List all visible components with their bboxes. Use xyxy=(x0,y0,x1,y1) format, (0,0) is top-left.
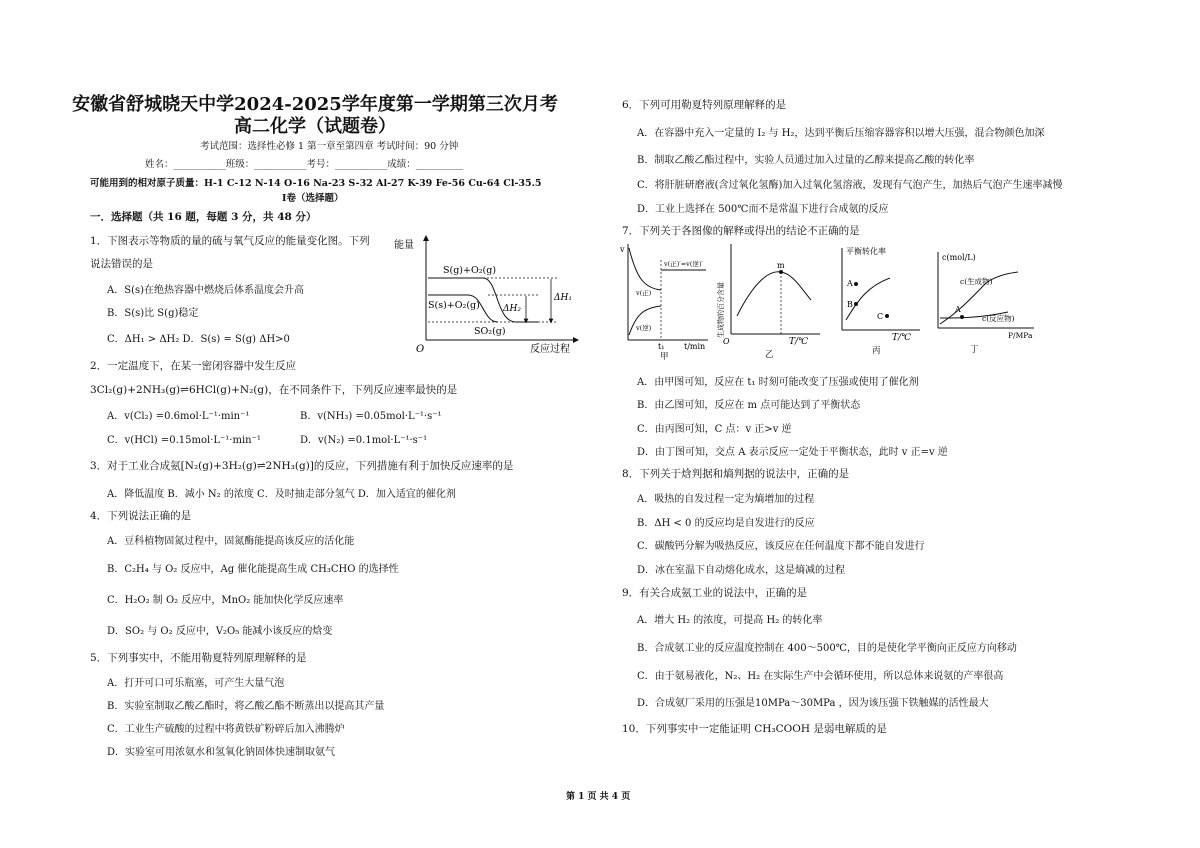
jia-tmin: t/min xyxy=(684,342,706,351)
bing-caption: 丙 xyxy=(872,346,881,356)
page-number: 第 1 页 共 4 页 xyxy=(566,792,631,802)
yi-origin: O xyxy=(723,337,730,346)
level-top: S(g)+O₂(g) xyxy=(443,265,497,276)
q7-stem: 7．下列关于各图像的解释或得出的结论不正确的是 xyxy=(622,225,860,237)
jia-caption: 甲 xyxy=(660,352,669,360)
q6-stem: 6．下列可用勒夏特列原理解释的是 xyxy=(622,99,787,111)
yi-ylabel: 生成物的百分含量 xyxy=(717,282,725,338)
q5-option-a: A．打开可口可乐瓶塞，可产生大量气泡 xyxy=(107,678,285,689)
yi-caption: 乙 xyxy=(765,350,774,360)
bing-x: T/℃ xyxy=(892,333,912,343)
q2-option-c: C．v(HCl) =0.15mol·L⁻¹·min⁻¹ xyxy=(107,435,261,446)
q3-options: A．降低温度 B．减小 N₂ 的浓度 C．及时抽走部分氢气 D．加入适宜的催化剂 xyxy=(107,489,456,500)
q8-option-d: D．冰在室温下自动熔化成水，这是熵减的过程 xyxy=(637,565,846,576)
q9-option-b: B．合成氨工业的反应温度控制在 400～500℃，目的是使化学平衡向正反应方向移动 xyxy=(637,643,1017,654)
q6-option-b: B．制取乙酸乙酯过程中，实验人员通过加入过量的乙醇来提高乙酸的转化率 xyxy=(637,155,975,166)
bing-c: C xyxy=(877,312,884,321)
q1-stem: 1．下图表示等物质的量的硫与氧气反应的能量变化图。下列 xyxy=(90,235,370,247)
jia-vneg: v(逆) xyxy=(636,324,652,332)
graph-ding xyxy=(930,248,1040,358)
q2-option-a: A．v(Cl₂) =0.6mol·L⁻¹·min⁻¹ xyxy=(107,411,250,422)
energy-diagram xyxy=(388,232,583,354)
q6-option-c: C．将肝脏研磨液(含过氧化氢酶)加入过氧化氢溶液，发现有气泡产生，加热后气泡产生速率减慢 xyxy=(637,180,1063,191)
q5-option-c: C．工业生产硫酸的过程中将黄铁矿粉碎后加入沸腾炉 xyxy=(107,724,345,735)
q8-option-b: B．ΔH < 0 的反应均是自发进行的反应 xyxy=(637,518,815,529)
exam-title: 安徽省舒城晓天中学2024-2025学年度第一学期第三次月考 xyxy=(72,94,558,115)
level-mid: S(s)+O₂(g) xyxy=(428,300,480,311)
energy-origin: O xyxy=(416,344,425,354)
section-title: 一．选择题（共 16 题，每题 3 分，共 48 分） xyxy=(90,211,317,223)
q1-option-cd: C．ΔH₁ > ΔH₂ D．S(s) = S(g) ΔH>0 xyxy=(107,334,290,345)
ding-ylabel: c(mol/L) xyxy=(942,253,976,262)
q5-option-d: D．实验室可用浓氨水和氢氧化钠固体快速制取氨气 xyxy=(107,747,336,758)
jia-t1: t₁ xyxy=(658,342,665,351)
exam-info: 考试范围：选择性必修 1 第一章至第四章 考试时间：90 分钟 xyxy=(200,141,459,152)
q7-option-b: B．由乙图可知，反应在 m 点可能达到了平衡状态 xyxy=(637,400,861,411)
q8-stem: 8．下列关于焓判据和熵判据的说法中，正确的是 xyxy=(622,468,850,480)
bing-a: A xyxy=(847,279,853,288)
q9-option-a: A．增大 H₂ 的浓度，可提高 H₂ 的转化率 xyxy=(637,615,823,626)
jia-v: v xyxy=(620,245,625,254)
q8-option-a: A．吸热的自发过程一定为熵增加的过程 xyxy=(637,494,815,505)
graph-jia xyxy=(618,240,713,360)
q5-stem: 5．下列事实中，不能用勒夏特列原理解释的是 xyxy=(90,652,307,664)
q6-option-d: D．工业上选择在 500℃而不是常温下进行合成氨的反应 xyxy=(637,204,889,215)
level-bottom: SO₂(g) xyxy=(474,326,506,337)
q2-option-d: D．v(N₂) =0.1mol·L⁻¹·s⁻¹ xyxy=(300,435,428,446)
ding-a: A xyxy=(955,305,961,314)
q8-option-c: C．碳酸钙分解为吸热反应，该反应在任何温度下都不能自发进行 xyxy=(637,541,925,552)
graph-yi xyxy=(715,240,825,360)
q1-stem-cont: 说法错误的是 xyxy=(90,258,153,270)
dh1-label: ΔH₁ xyxy=(554,293,572,303)
student-fields: 姓名：___________班级：___________考号：___________成绩：__________ xyxy=(145,159,464,170)
q3-stem: 3．对于工业合成氨[N₂(g)+3H₂(g)⇌2NH₃(g)]的反应，下列措施有利于加快反应速率的是 xyxy=(90,460,514,472)
energy-ylabel: 能量 xyxy=(394,240,414,251)
q2-option-b: B．v(NH₃) =0.05mol·L⁻¹·s⁻¹ xyxy=(300,411,442,422)
q1-option-a: A．S(s)在绝热容器中燃烧后体系温度会升高 xyxy=(107,285,305,296)
ding-prod: c(生成物) xyxy=(960,277,993,286)
bing-b: B xyxy=(847,300,853,309)
graph-bing xyxy=(832,244,924,358)
q7-option-a: A．由甲图可知，反应在 t₁ 时刻可能改变了压强或使用了催化剂 xyxy=(637,377,919,388)
q9-option-c: C．由于氨易液化，N₂、H₂ 在实际生产中会循环使用，所以总体来说氨的产率很高 xyxy=(637,671,1004,682)
q5-option-b: B．实验室制取乙酸乙酯时，将乙酸乙酯不断蒸出以提高其产量 xyxy=(107,701,385,712)
volume-title: Ⅰ卷（选择题） xyxy=(282,193,344,204)
q7-option-d: D．由丁图可知，交点 A 表示反应一定处于平衡状态，此时 v 正=v 逆 xyxy=(637,447,948,458)
ding-x: P/MPa xyxy=(1008,331,1033,340)
dh2-label: ΔH₂ xyxy=(503,304,521,314)
jia-eq: v(正)′=v(逆)′ xyxy=(664,260,703,268)
atomic-masses: 可能用到的相对原子质量：H-1 C-12 N-14 O-16 Na-23 S-32 Al-27 K-39 Fe-56 Cu-64 Cl-35.5 xyxy=(90,178,542,189)
ding-react: c(反应物) xyxy=(982,314,1015,323)
q10-stem: 10．下列事实中一定能证明 CH₃COOH 是弱电解质的是 xyxy=(622,723,887,735)
q2-stem: 2．一定温度下，在某一密闭容器中发生反应 xyxy=(90,360,297,372)
q4-option-c: C．H₂O₂ 制 O₂ 反应中，MnO₂ 能加快化学反应速率 xyxy=(107,595,344,606)
q4-stem: 4．下列说法正确的是 xyxy=(90,510,192,522)
ding-caption: 丁 xyxy=(970,345,979,355)
q6-option-a: A．在容器中充入一定量的 I₂ 与 H₂，达到平衡后压缩容器容积以增大压强，混合物颜色加深 xyxy=(637,128,1045,139)
q2-reaction: 3Cl₂(g)+2NH₃(g)⇌6HCl(g)+N₂(g)，在不同条件下，下列反应速率最快的是 xyxy=(90,384,458,396)
energy-xlabel: 反应过程 xyxy=(530,344,570,354)
yi-m: m xyxy=(777,261,785,270)
bing-ylabel: 平衡转化率 xyxy=(846,247,886,256)
q9-stem: 9．有关合成氨工业的说法中，正确的是 xyxy=(622,587,808,599)
q4-option-b: B．C₂H₄ 与 O₂ 反应中，Ag 催化能提高生成 CH₃CHO 的选择性 xyxy=(107,564,399,575)
yi-x: T/℃ xyxy=(789,337,809,347)
q9-option-d: D．合成氨厂采用的压强是10MPa～30MPa ，因为该压强下铁触媒的活性最大 xyxy=(637,698,989,709)
jia-vpos: v(正) xyxy=(636,289,652,297)
q4-option-d: D．SO₂ 与 O₂ 反应中，V₂O₅ 能减小该反应的焓变 xyxy=(107,626,333,637)
q1-option-b: B．S(s)比 S(g)稳定 xyxy=(107,308,199,319)
exam-subtitle: 高二化学（试题卷） xyxy=(234,116,396,137)
q7-option-c: C．由丙图可知，C 点：v 正>v 逆 xyxy=(637,424,792,435)
q4-option-a: A．豆科植物固氮过程中，固氮酶能提高该反应的活化能 xyxy=(107,536,355,547)
